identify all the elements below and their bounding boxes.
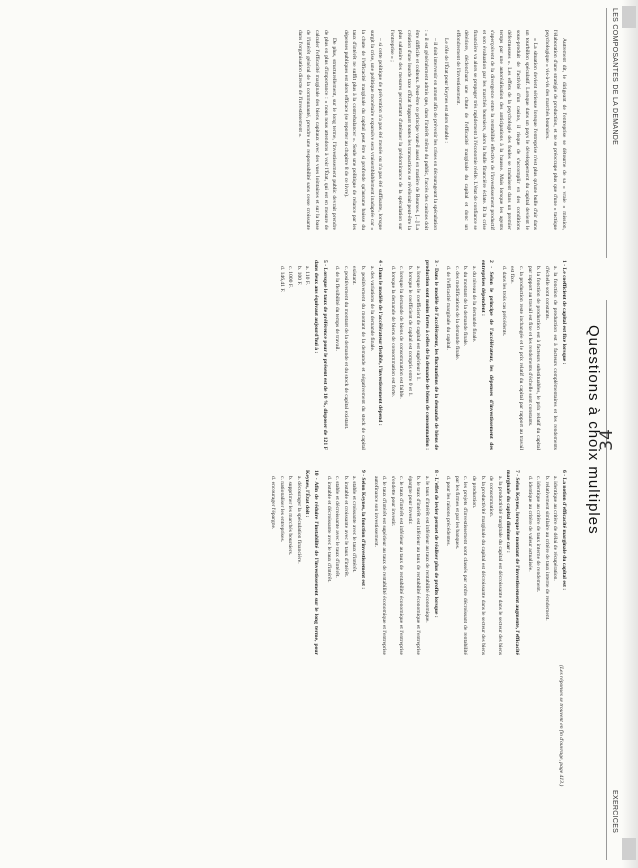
answers-note-column xyxy=(556,665,568,845)
answer-option: a. stable et croissante avec le taux d'intérêt. xyxy=(351,476,358,573)
answers-note: (Les réponses se trouvent en fin d'ouvrage, page 413.) xyxy=(558,665,564,787)
question-block xyxy=(268,470,320,655)
corner-mark-left xyxy=(622,6,636,28)
body-text-column xyxy=(292,30,568,230)
answer-option: a. identique au critère de délai de récupération. xyxy=(552,476,559,581)
answer-option: b. la fonction de production est à facteurs substituables, le prix relatif du capital par rapport au travail est fixe et les rendements d'échelle sont constants. xyxy=(526,266,542,450)
running-head-left: LES COMPOSANTES DE LA DEMANDE xyxy=(611,8,618,146)
answer-option: b. le taux d'intérêt est inférieur au taux de rentabilité économique et l'entreprise épargne pour investir. xyxy=(406,476,422,655)
header-rule-left xyxy=(606,8,607,258)
answer-option: b. instable et croissante avec le taux d'intérêt. xyxy=(342,476,349,578)
answer-option: d. encourager l'épargne. xyxy=(270,476,276,530)
answer-option: a. du niveau de la demande finale. xyxy=(471,266,478,343)
question-text: 7 - Selon Keynes, lorsque le montant de l'investissement augmente, l'efficacité marginale du capital diminue car : xyxy=(505,470,521,655)
questions-column-2 xyxy=(264,470,568,655)
answer-option: d. identique au critère de valeur actualisée. xyxy=(526,476,533,572)
question-block xyxy=(444,260,496,450)
answer-option: c. les projets d'investissement sont classés par ordre décroissant de rentabilité par les firmes et par les banques. xyxy=(453,476,469,655)
question-text: 1 - Le coefficient de capital est fixe lorsque : xyxy=(561,260,567,365)
handwritten-page-number: 34 xyxy=(596,429,617,451)
question-block xyxy=(324,470,367,655)
question-block xyxy=(444,470,521,655)
answer-option: c. 1000 F. xyxy=(287,266,294,288)
paragraph: De plus, structurellement, sur le long terme, l'investissement public devrait prendre de plus en plus d'importance : « nous nous attendons à voir l'État, qui est en mesure de calculer l'efficacité marginale des biens capitaux avec des vues lointaines et sur la base de l'intérêt général de la communauté, prendre une responsabilité sans cesse croissante dans l'organisation directe de l'investissement ». xyxy=(296,30,338,230)
question-text: 10 - Afin de réduire l'instabilité de l'investissement sur le long terme, pour Keynes, l'État doit : xyxy=(304,470,319,655)
paragraph: – il doit intervenir en amont afin de prévenir les crises en décourageant la spéculation : « il est généralement admis que, dans l'intérêt même du public, l'accès des casinos doit être difficile et coûteux. Peut-être ce principe vaut-il aussi en matière de Bourses. [...] La création d'une lourde taxe d'État frappant toutes les transactions se révélerait peut-être la plus salutaire des mesures permettant d'atténuer la prédominance de la spéculation sur l'entreprise » ; xyxy=(388,30,438,230)
question-block xyxy=(388,260,440,450)
answer-option: b. la productivité marginale du capital est décroissante dans le secteur des biens de production. xyxy=(471,476,486,655)
answer-option: d. pour les raisons précédentes. xyxy=(445,476,452,546)
answer-option: c. des modifications de la demande finale. xyxy=(453,266,460,361)
answer-option: a. le taux d'intérêt est inférieur au taux de rentabilité économique. xyxy=(424,476,431,623)
question-text: 3 - Dans le modèle de l'accélérateur, les fluctuations de la demande de biens de production sont moins fortes à celles de la demande de biens de consommation : xyxy=(424,260,439,450)
question-block xyxy=(333,260,385,450)
answer-option: a. la productivité marginale du capital est décroissante dans le secteur des biens de consommation. xyxy=(488,476,503,655)
answer-option: a. lorsque le coefficient de capital est supérieur à 1. xyxy=(415,266,422,381)
answer-option: d. lorsque la demande de biens de consommation est forte. xyxy=(389,266,396,397)
question-block xyxy=(371,470,440,655)
question-text: 5 - Lorsque le taux de préférence pour le présent est de 10 %, disposer de 121 F dans deux ans équivaut aujourd'hui à : xyxy=(312,260,328,450)
answer-option: a. des variations de la demande finale. xyxy=(368,266,375,352)
question-text: 2 - Selon le principe de l'accélérateur, les dépenses d'investissement des entreprises dépendent : xyxy=(479,260,495,450)
answer-option: b. lorsque le coefficient de capital est compris entre 0 et 1. xyxy=(406,266,413,397)
question-block xyxy=(525,470,568,655)
answer-option: c. positivement du montant de la demande et du stock de capital existant. xyxy=(342,266,349,430)
corner-mark-right xyxy=(622,838,636,860)
answer-option: c. stable et décroissante avec le taux d'intérêt. xyxy=(334,476,341,578)
question-text: 4 - Dans le modèle de l'accélérateur flexible, l'investissement dépend : xyxy=(377,260,384,426)
question-text: 6 - La notion d'efficacité marginale du capital est : xyxy=(561,470,567,591)
answer-option: a. décourager la spéculation financière. xyxy=(295,476,302,564)
answer-option: c. lorsque la demande de biens de consommation est faible. xyxy=(398,266,405,399)
answer-option: d. de la flexibilité du temps de travail. xyxy=(334,266,341,351)
header-rule-right xyxy=(606,300,607,860)
question-text: 8 - L'effet de levier permet de réaliser plus de profits lorsque : xyxy=(432,470,439,618)
question-block xyxy=(277,260,329,450)
answer-option: d. le taux d'intérêt est supérieur au taux de rentabilité économique et l'entreprise autofinance son investissement. xyxy=(372,476,388,655)
answer-option: b. du montant de la demande finale. xyxy=(462,266,469,347)
answer-option: b. relativement similaire au critère de taux interne de rendement. xyxy=(543,476,550,621)
answer-option: d. dans les trois cas précédents. xyxy=(500,266,507,337)
paragraph: – si cette politique de prévention n'a pas été menée ou n'a pas été suffisante, lorsque surgit la crise, une politique monétaire expansive sera vraisemblablement inadaptée car « la chute de l'efficacité marginale du capital peut être si profonde qu'aucune baisse du taux d'intérêt ne suffit plus à la contrebalancer ». Seule une politique de relance par les dépenses publiques est alors efficace (se reporter au chapitre 8 de ce livre). xyxy=(342,30,384,230)
questions-column-1 xyxy=(273,260,568,450)
answer-option: c. nationaliser les entreprises. xyxy=(278,476,285,543)
answer-option: a. la fonction de production est à facteurs complémentaires et les rendements d'échelle sont constants. xyxy=(543,266,559,450)
answer-option: b. positivement du montant de la demande et négativement du stock de capital existant. xyxy=(351,266,366,450)
paragraph: Autrement dit, le dirigeant de l'entreprise se détourne de sa « vraie » mission, l'élaboration d'une stratégie de production, et ne se préoccupe plus que d'une « tactique psychologique » vis-à-vis des marchés boursiers. xyxy=(543,30,567,230)
running-head-right: EXERCICES xyxy=(611,790,618,834)
answer-option: c. identique au critère de taux interne de rendement. xyxy=(535,476,542,593)
answer-option: c. la production reste inchangée et le prix relatif du capital par rapport au travail est fixe. xyxy=(509,266,525,450)
answer-option: d. 146,41 F. xyxy=(278,266,285,293)
section-title: Questions à choix multiples xyxy=(585,325,602,535)
page-gutter-shadow xyxy=(622,0,638,868)
paragraph: Le rôle de l'État pour Keynes est alors double : xyxy=(443,38,450,143)
answer-option: b. supprimer les marchés boursiers. xyxy=(287,476,294,556)
answer-option: d. instable et décroissante avec le taux d'intérêt. xyxy=(325,476,332,583)
answer-option: d. de l'efficacité marginale du capital. xyxy=(445,266,452,350)
answer-option: a. 110 F. xyxy=(304,266,311,285)
question-block xyxy=(499,260,568,450)
question-text: 9 - Selon Keynes, la fonction d'investissement est : xyxy=(359,470,366,590)
answer-option: c. le taux d'intérêt est inférieur au taux de rentabilité économique et l'entreprise s'endette pour investir. xyxy=(389,476,405,655)
paragraph: « La situation devient sérieuse lorsque l'entreprise n'est plus qu'une bulle d'air dans un tourbillon spéculatif. Lorsque dans un pays le développement du capital devient le sous-produit de l'activité d'un casino, il risque de s'accomplir en des conditions défectueuses ». Les effets de la psychologie des foules se traduisent dans un premier temps par une autoréalisation des anticipations à la hausse. Mais lorsque les agents s'aperçoivent de la divergence entre la rentabilité effective de l'investissement productif et son évaluation par les marchés boursiers, alors la bulle financière éclate. Et la crise financière va alors se propager très rapidement à l'économie réelle. L'état de confiance se détériore, déclenchant une chute de l'efficacité marginale du capital et donc un effondrement de l'investissement. xyxy=(454,30,539,230)
answer-option: b. 100 F. xyxy=(295,266,302,286)
